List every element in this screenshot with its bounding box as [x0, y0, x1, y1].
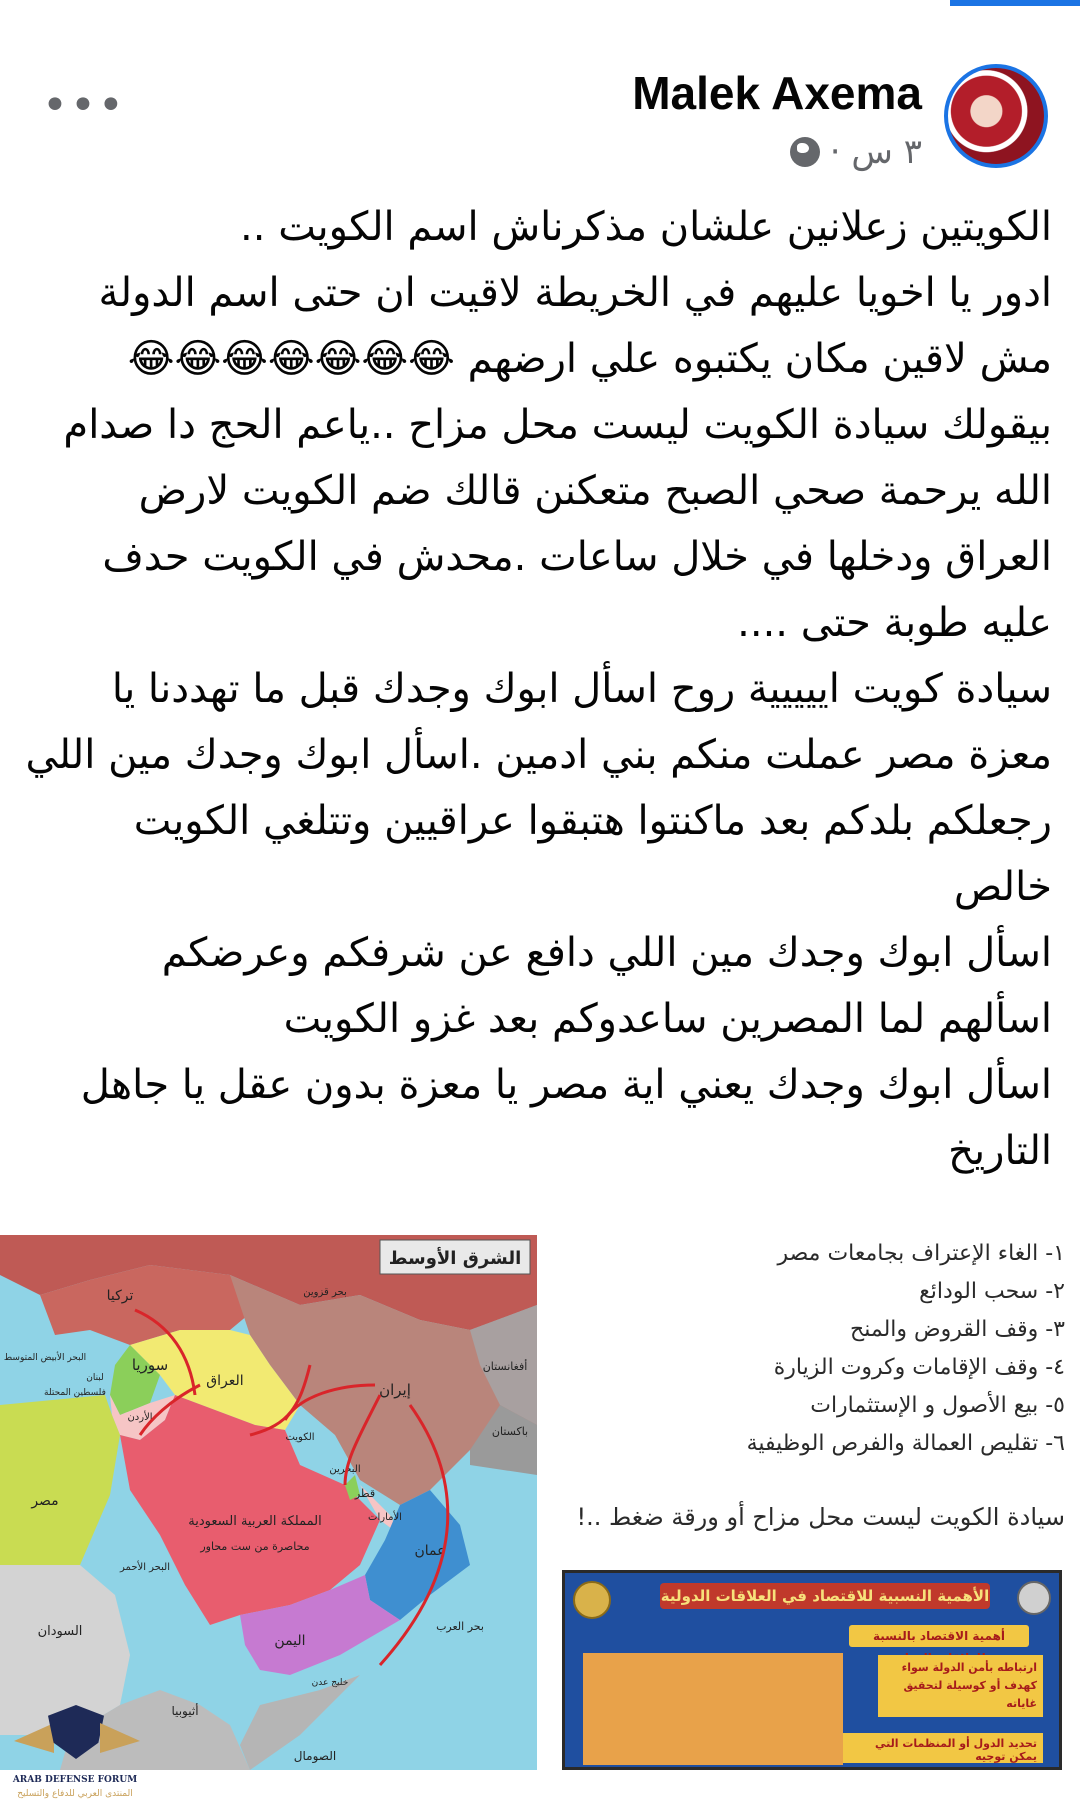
label-syria: سوريا — [131, 1356, 169, 1374]
post-line: معزة مصر عملت منكم بني ادمين .اسأل ابوك وجدك مين اللي — [25, 732, 1052, 778]
top-bar-accent — [950, 0, 1080, 6]
watermark-wing — [100, 1723, 140, 1753]
middle-east-map — [0, 1235, 537, 1770]
slide-title: الأهمية النسبية للاقتصاد في العلاقات الدولية — [660, 1583, 990, 1609]
label-saudi: المملكة العربية السعودية — [188, 1514, 322, 1529]
post-line: العراق ودخلها في خلال ساعات .محدش في الكويت حدف — [102, 534, 1052, 580]
label-afghanistan: أفغانستان — [482, 1360, 528, 1373]
label-uae: الأمارات — [368, 1512, 402, 1523]
slide-logo-left — [573, 1581, 611, 1619]
measure-item: ٢- سحب الودائع — [919, 1279, 1065, 1304]
post-time[interactable]: ٣ س · — [829, 132, 922, 172]
measure-item: ٣- وقف القروض والمنح — [850, 1317, 1065, 1342]
post-line: الكويتين زعلانين علشان مذكرناش اسم الكويت .. — [240, 204, 1052, 250]
presentation-slide — [562, 1570, 1062, 1770]
measure-item: ٤- وقف الإقامات وكروت الزيارة — [773, 1355, 1065, 1380]
label-kuwait: الكويت — [285, 1432, 315, 1443]
post-line: الله يرحمة صحي الصبح متعكنن قالك ضم الكويت لارض — [138, 468, 1052, 514]
post-line: التاريخ — [948, 1128, 1052, 1174]
map-title: الشرق الأوسط — [388, 1248, 522, 1269]
label-jordan: الأردن — [127, 1412, 153, 1423]
label-saudi-note: محاصرة من ست محاور — [200, 1540, 310, 1553]
label-somalia: الصومال — [293, 1749, 337, 1763]
label-qatar: قطر — [354, 1487, 376, 1500]
label-oman: عمان — [414, 1543, 446, 1559]
label-aden-gulf: خليج عدن — [311, 1678, 349, 1688]
post-header — [0, 60, 1080, 180]
label-palestine: فلسطين المحتلة — [44, 1388, 106, 1398]
label-red-sea: البحر الأحمر — [120, 1562, 170, 1573]
post-author-name[interactable]: Malek Axema — [632, 67, 922, 119]
top-bar — [0, 0, 1080, 8]
post-line: اسأل ابوك وجدك يعني اية مصر يا معزة بدون عقل يا جاهل — [80, 1062, 1052, 1108]
avatar[interactable] — [944, 64, 1048, 168]
label-ethiopia: أثيوبيا — [171, 1704, 199, 1718]
post-text — [27, 194, 1052, 1184]
post-line: بيقولك سيادة الكويت ليست محل مزاح ..ياعم الحج دا صدام — [63, 402, 1052, 448]
label-mediterranean: البحر الأبيض المتوسط — [3, 1353, 87, 1363]
label-yemen: اليمن — [274, 1633, 306, 1649]
post-line: اسأل ابوك وجدك مين اللي دافع عن شرفكم وعرضكم — [161, 930, 1052, 976]
slide-box: ارتباطه بأمن الدولة سواء كهدف أو كوسيلة لتحقيق غاياته — [878, 1655, 1043, 1717]
watermark-name: ARAB DEFENSE FORUM — [12, 1775, 138, 1785]
label-lebanon: لبنان — [86, 1373, 104, 1383]
label-iraq: العراق — [206, 1373, 244, 1389]
watermark-logo — [10, 1705, 140, 1805]
label-bahrain: البحرين — [329, 1464, 361, 1475]
post-line: اسألهم لما المصرين ساعدوكم بعد غزو الكويت — [283, 996, 1052, 1042]
label-turkey: تركيا — [106, 1288, 134, 1304]
label-pakistan: باكستان — [491, 1425, 529, 1438]
label-iran: إيران — [379, 1381, 411, 1399]
slide-map-image — [583, 1653, 843, 1765]
measure-item: ١- الغاء الإعتراف بجامعات مصر — [777, 1241, 1065, 1266]
post-line: مش لاقين مكان يكتبوه علي ارضهم 😂😂😂😂😂😂😂 — [127, 336, 1052, 382]
label-egypt: مصر — [31, 1493, 59, 1509]
post-line: ادور يا اخويا عليهم في الخريطة لاقيت ان حتى اسم الدولة — [98, 270, 1052, 316]
more-options-icon[interactable]: ••• — [42, 80, 126, 131]
post-image[interactable] — [0, 1235, 1080, 1770]
watermark-wing — [14, 1723, 54, 1753]
globe-icon[interactable] — [790, 137, 820, 167]
shield-icon — [48, 1705, 104, 1759]
post-line: خالص — [953, 864, 1052, 910]
watermark-name-ar: المنتدى العربي للدفاع والتسليح — [17, 1789, 133, 1799]
slide-box: تحديد الدول أو المنظمات التي يمكن توجيه — [843, 1733, 1043, 1763]
slide-logo-right — [1017, 1581, 1051, 1615]
slide-subtitle: أهمية الاقتصاد بالنسبة — [849, 1625, 1029, 1647]
map-svg — [0, 1235, 537, 1770]
measures-list — [560, 1235, 1065, 1463]
measure-item: ٥- بيع الأصول و الإستثمارات — [810, 1393, 1065, 1418]
post-line: سيادة كويت اييييية روح اسأل ابوك وجدك قبل ما تهددنا يا — [111, 666, 1052, 712]
post-line: عليه طوبة حتى .... — [737, 600, 1052, 646]
measure-item: ٦- تقليص العمالة والفرص الوظيفية — [746, 1431, 1065, 1456]
post-meta — [790, 132, 922, 172]
label-sudan: السودان — [37, 1624, 83, 1639]
slogan-text: سيادة الكويت ليست محل مزاح أو ورقة ضغط ..! — [576, 1503, 1065, 1531]
label-caspian: بحر قزوين — [303, 1287, 347, 1298]
post-line: رجعلكم بلدكم بعد ماكنتوا هتبقوا عراقيين وتتلغي الكويت — [133, 798, 1052, 844]
label-arabian-sea: بحر العرب — [436, 1620, 484, 1633]
